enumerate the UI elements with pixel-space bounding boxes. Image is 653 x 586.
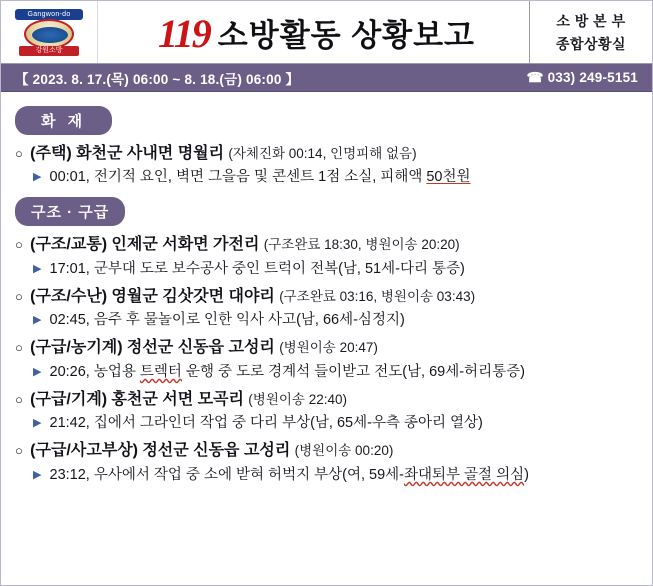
hq-line-2: 종합상황실: [555, 35, 627, 52]
item-location: 홍천군 서면 모곡리: [111, 390, 244, 408]
list-item: [15, 336, 640, 359]
telephone-icon: ☎: [526, 69, 544, 85]
list-item: [15, 233, 640, 256]
report-header: [1, 1, 652, 64]
gangwon-fire-emblem-icon: [11, 8, 87, 56]
section-badge-fire: 화 재: [15, 106, 112, 135]
list-item-detail: [33, 413, 640, 434]
emblem-disc: [24, 19, 74, 49]
list-item: [15, 388, 640, 411]
triangle-icon: ▶: [33, 314, 42, 327]
title-area: [98, 1, 529, 63]
hq-line-1: 소 방 본 부: [556, 12, 626, 29]
item-category: (구급/사고부상): [30, 442, 139, 460]
item-status: (구조완료 03:16, 병원이송 03:43): [279, 288, 476, 304]
list-item: [15, 142, 640, 165]
triangle-icon: ▶: [33, 365, 42, 378]
triangle-icon: ▶: [33, 417, 42, 430]
item-bullet: ○: [15, 391, 23, 407]
detail-text: 00:01, 전기적 요인, 벽면 그을음 및 콘센트 1점 소실, 피해액: [49, 169, 427, 186]
list-item-detail: [33, 259, 640, 280]
list-item-detail: [33, 362, 640, 383]
item-location: 영월군 김삿갓면 대야리: [111, 287, 275, 305]
section-rescue-ems: [15, 197, 640, 485]
item-location: 인제군 서화면 가전리: [111, 236, 260, 254]
report-period: 【 2023. 8. 17.(목) 06:00 ~ 8. 18.(금) 06:00 】: [15, 71, 300, 87]
item-bullet: ○: [15, 288, 23, 304]
detail-highlight: 트렉터: [139, 363, 182, 380]
item-category: (구급/기계): [30, 390, 108, 408]
triangle-icon: ▶: [33, 468, 42, 481]
list-item-detail: [33, 310, 640, 331]
detail-text: 17:01, 군부대 도로 보수공사 중인 트럭이 전복(남, 51세-다리 통증): [49, 260, 465, 277]
detail-text: 23:12, 우사에서 작업 중 소에 받혀 허벅지 부상(여, 59세-: [49, 466, 404, 483]
item-bullet: ○: [15, 146, 23, 161]
logo-119: 119: [158, 10, 210, 56]
item-category: (구조/수난): [30, 287, 108, 305]
triangle-icon: ▶: [33, 262, 42, 275]
section-badge-rescue-ems: 구조 · 구급: [15, 197, 125, 226]
item-location: 화천군 사내면 명월리: [76, 145, 225, 162]
list-item-detail: [33, 465, 640, 486]
detail-text: 20:26, 농업용: [49, 363, 140, 380]
period-bar: [1, 64, 652, 92]
detail-text-post: ): [524, 466, 529, 483]
headquarters-label: [529, 1, 652, 63]
item-bullet: ○: [15, 340, 23, 356]
item-status: (병원이송 22:40): [248, 391, 347, 407]
item-status: (병원이송 00:20): [294, 443, 394, 459]
list-item: [15, 439, 640, 462]
phone-number: 033) 249-5151: [547, 69, 638, 85]
contact-phone: [527, 70, 638, 86]
item-category: (주택): [30, 145, 72, 162]
item-bullet: ○: [15, 443, 23, 459]
item-status: (병원이송 20:47): [279, 340, 378, 356]
report-body: [1, 92, 652, 486]
page-title: 소방활동 상황보고: [217, 17, 475, 53]
emblem-top-text: Gangwon-do: [15, 9, 83, 20]
detail-text: 21:42, 집에서 그라인더 작업 중 다리 부상(남, 65세-우측 종아리 열상): [49, 415, 483, 432]
agency-emblem: [1, 1, 98, 63]
item-category: (구급/농기계): [30, 339, 123, 357]
detail-text-post: 운행 중 도로 경계석 들이받고 전도(남, 69세-허리통증): [181, 363, 525, 380]
item-location: 정선군 신동읍 고성리: [142, 442, 291, 460]
detail-highlight: 50천원: [426, 169, 471, 186]
detail-text: 02:45, 음주 후 물놀이로 인한 익사 사고(남, 66세-심정지): [49, 312, 405, 329]
item-status: (구조완료 18:30, 병원이송 20:20): [263, 237, 460, 253]
item-bullet: ○: [15, 237, 23, 253]
section-fire: [15, 106, 640, 188]
list-item: [15, 285, 640, 308]
triangle-icon: ▶: [33, 171, 42, 184]
list-item-detail: [33, 167, 640, 188]
detail-highlight: 좌대퇴부 골절 의심: [403, 466, 525, 483]
emblem-bottom-text: 강원소방: [19, 46, 79, 56]
item-category: (구조/교통): [30, 236, 108, 254]
item-location: 정선군 신동읍 고성리: [126, 339, 275, 357]
item-status: (자체진화 00:14, 인명피해 없음): [228, 146, 417, 161]
